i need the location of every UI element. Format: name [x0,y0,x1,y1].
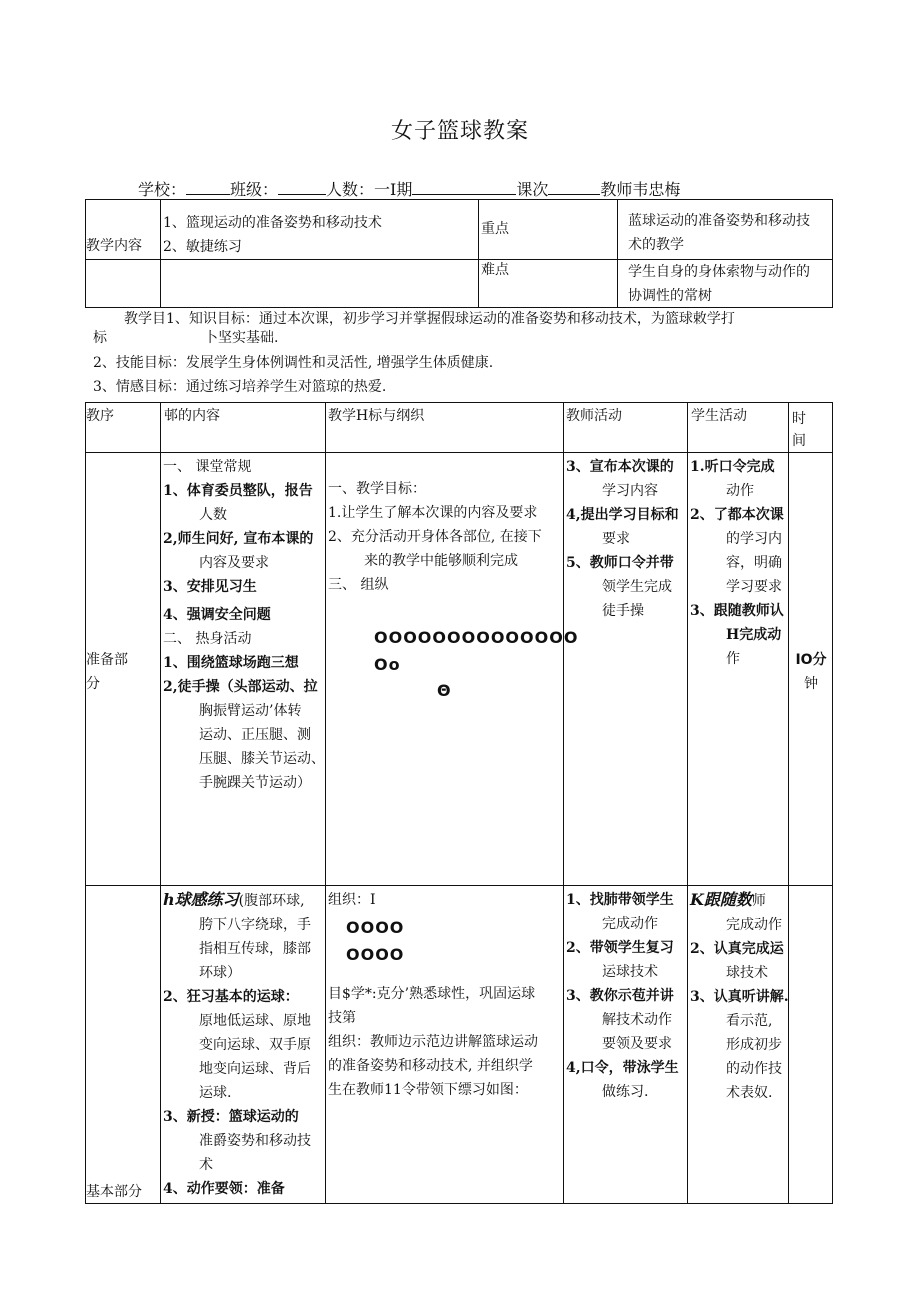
objective-line-3: 2、技能目标：发展学生身体例调性和灵活性, 增强学生体质健康. [93,355,494,371]
prep-student-line: 容，明确 [726,555,782,571]
formation-ring-row: OOOO [346,945,405,964]
content-item-2: 2、敏捷练习 [163,239,242,255]
basic-student-line: 看示范, [726,1013,773,1029]
basic-content-line: 3、新授：篮球运动的 [163,1109,299,1125]
basic-teacher-line: 4,口令，带泳学生 [566,1060,679,1076]
header-order: 教序 [86,408,114,424]
count-label: 人数：一I期 [326,180,413,199]
prep-teacher-line: 5、教师口令并带 [566,555,674,571]
basic-teacher-line: 解技术动作 [602,1012,672,1028]
basic-student-line: 术表奴. [726,1085,773,1101]
basic-org-line: 目$学*:克分’熟悉球性，巩固运球 [328,986,536,1002]
key-point-label: 重点 [481,221,509,237]
prep-student-line: 学习要求 [726,579,782,595]
basic-org-line: 组织：教师边示范边讲解篮球运动 [328,1034,538,1050]
diff-line-1: 学生自身的身体索物与动作的 [628,264,810,280]
prep-content-line: 2,徒手操（头部运动、拉 [163,679,318,695]
basic-content-line: 术 [199,1157,213,1173]
prep-content-line: 二、 热身活动 [163,631,252,647]
formation-ring-tail: Oo [374,655,401,674]
objective-line-2b: 卜坚实基础. [204,330,279,346]
prep-content-line: 内容及要求 [199,555,269,571]
page-title: 女子篮球教案 [390,119,529,144]
teaching-content [163,211,382,259]
class-label: 班级： [230,180,279,199]
prep-student-line: 的学习内 [726,531,782,547]
basic-teacher-line: 做练习. [602,1084,649,1100]
basic-teacher-line: 3、教你示苞并讲 [566,988,674,1004]
basic-teacher-line: 1、找肺带领学生 [566,892,674,908]
basic-content-line: 指相互传球，膝部 [199,941,311,957]
prep-content-line: 运动、正压腿、测 [199,727,311,743]
basic-org-line: 生在教师11令带领下缥习如图： [328,1082,528,1098]
prep-content-line: 人数 [199,507,227,523]
basic-student-line: 形成初步 [726,1037,782,1053]
prep-org-line: 1.让学生了解本次课的内容及要求 [328,505,538,521]
basic-content-line: 原地低运球、原地 [199,1013,311,1029]
teacher-label: 教师韦忠梅 [600,180,681,199]
ball-feel-heading: h球感练习 [163,890,239,909]
prep-teacher-line: 徒手操 [602,603,644,619]
basic-content-line: 4、动作要领：准备 [163,1181,285,1197]
header-org: 教学H标与纲织 [328,408,425,424]
key-line-2: 术的教学 [628,237,684,253]
header-time-1: 时 [792,411,806,427]
prep-content-line: 手腕踝关节运动） [199,775,311,791]
prep-content-line: 4、强调安全问题 [163,607,271,623]
prep-time [790,648,832,696]
school-label: 学校： [138,180,187,199]
basic-student-line: 的动作技 [726,1061,782,1077]
lesson-label: 课次 [516,180,549,199]
header-time [792,408,806,452]
basic-teacher-line: 2、带领学生复习 [566,940,674,956]
prep-teacher-line: 要求 [602,531,630,547]
basic-content-line: 运球. [199,1085,232,1101]
prep-content-line: 1、围绕篮球场跑三想 [163,655,299,671]
basic-content-line: 2、狂习基本的运球： [163,989,299,1005]
prep-student [690,455,784,671]
prep-time-2: 钟 [804,676,818,692]
prep-label [86,648,128,696]
formation-ring-row: OOOO [346,918,405,937]
prep-label-1: 准备部 [86,652,128,668]
basic-teacher-line: 完成动作 [602,916,658,932]
difficulty-label: 难点 [481,262,509,278]
basic-content-line: (腹部环球, [238,893,305,909]
key-point [628,209,810,257]
prep-label-2: 分 [86,676,100,692]
prep-content-line: 1、体育委员整队，报告 [163,483,313,499]
objective-line-1: 教学目1、知识目标：通过本次课，初步学习并掌握假球运动的准备姿势和移动技术，为篮球敕学打 [124,311,735,327]
content-item-1: 1、篮现运动的准备姿势和移动技术 [163,215,382,231]
basic-org-text [328,982,538,1102]
teaching-content-label: 教学内容 [86,238,142,254]
objective-line-4: 3、情感目标：通过练习培养学生对篮琼的热爱. [93,379,387,395]
basic-student-line: 2、认真完成运 [690,941,784,957]
prep-content [163,455,325,795]
prep-org-line: 一、教学目标： [328,481,426,497]
prep-student-line: 3、跟随教师认 [690,603,784,619]
basic-student-line: 3、认真听讲解. [690,989,789,1005]
prep-org-line: 三、 组纵 [328,577,389,593]
prep-content-line: 胸振臂运动’体转 [199,703,302,719]
teacher-position-icon: Θ [437,681,452,700]
prep-teacher-line: 领学生完成 [602,579,672,595]
basic-student-line: 球技术 [726,965,768,981]
header-content: 邨的内容 [164,408,220,424]
formation-ring-row: OOOOOOOOOOOOOO [374,628,579,647]
basic-teacher-line: 要领及要求 [602,1036,672,1052]
objective-line-2a: 标 [93,330,107,346]
basic-student [690,888,789,1105]
prep-teacher [566,455,679,623]
prep-org-line: 来的教学中能够顺利完成 [364,553,518,569]
basic-teacher-line: 运球技术 [602,964,658,980]
prep-teacher-line: 学习内容 [602,483,658,499]
basic-org-head: 组织：I [328,892,376,908]
prep-time-1: IO分 [795,652,827,668]
basic-content-line: 环球） [199,965,241,981]
prep-org [328,477,542,597]
prep-content-line: 一、 课堂常规 [163,459,252,475]
basic-student-line: 师 [751,893,766,909]
prep-content-line: 3、安排见习生 [163,579,257,595]
prep-teacher-line: 3、宣布本次课的 [566,459,674,475]
follow-teacher-heading: K跟随数 [690,890,752,909]
basic-org-line: 技第 [328,1010,356,1026]
basic-content-line: 变向运球、双手原 [199,1037,311,1053]
header-student: 学生活动 [691,408,747,424]
basic-content-line: 地变向运球、背后 [199,1061,311,1077]
basic-content-line: 准爵姿势和移动技 [199,1133,311,1149]
basic-org [328,888,376,912]
basic-label: 基本部分 [86,1184,142,1200]
prep-content-line: 2,师生问好, 宣布本课的 [163,531,314,547]
prep-student-line: 动作 [726,483,754,499]
prep-content-line: 压腿、膝关节运动、 [199,751,325,767]
header-info [138,177,680,200]
prep-org-line: 2、充分活动开身体各部位, 在接下 [328,529,542,545]
prep-student-line: H完成动 [726,627,782,643]
prep-teacher-line: 4,提出学习目标和 [566,507,679,523]
prep-student-line: 1.听口令完成 [690,459,775,475]
basic-content-line: 胯下八字绕球，手 [199,917,311,933]
key-line-1: 蓝球运动的准备姿势和移动技 [628,213,810,229]
basic-content [163,888,311,1201]
prep-student-line: 作 [726,651,740,667]
diff-line-2: 协调性的常树 [628,288,712,304]
basic-org-line: 的准备姿势和移动技术, 并组织学 [328,1058,533,1074]
prep-student-line: 2、了都本次课 [690,507,784,523]
header-time-2: 间 [792,433,806,449]
basic-student-line: 完成动作 [726,917,782,933]
difficulty [628,260,810,308]
basic-teacher [566,888,679,1104]
header-teacher: 教师活动 [566,408,622,424]
